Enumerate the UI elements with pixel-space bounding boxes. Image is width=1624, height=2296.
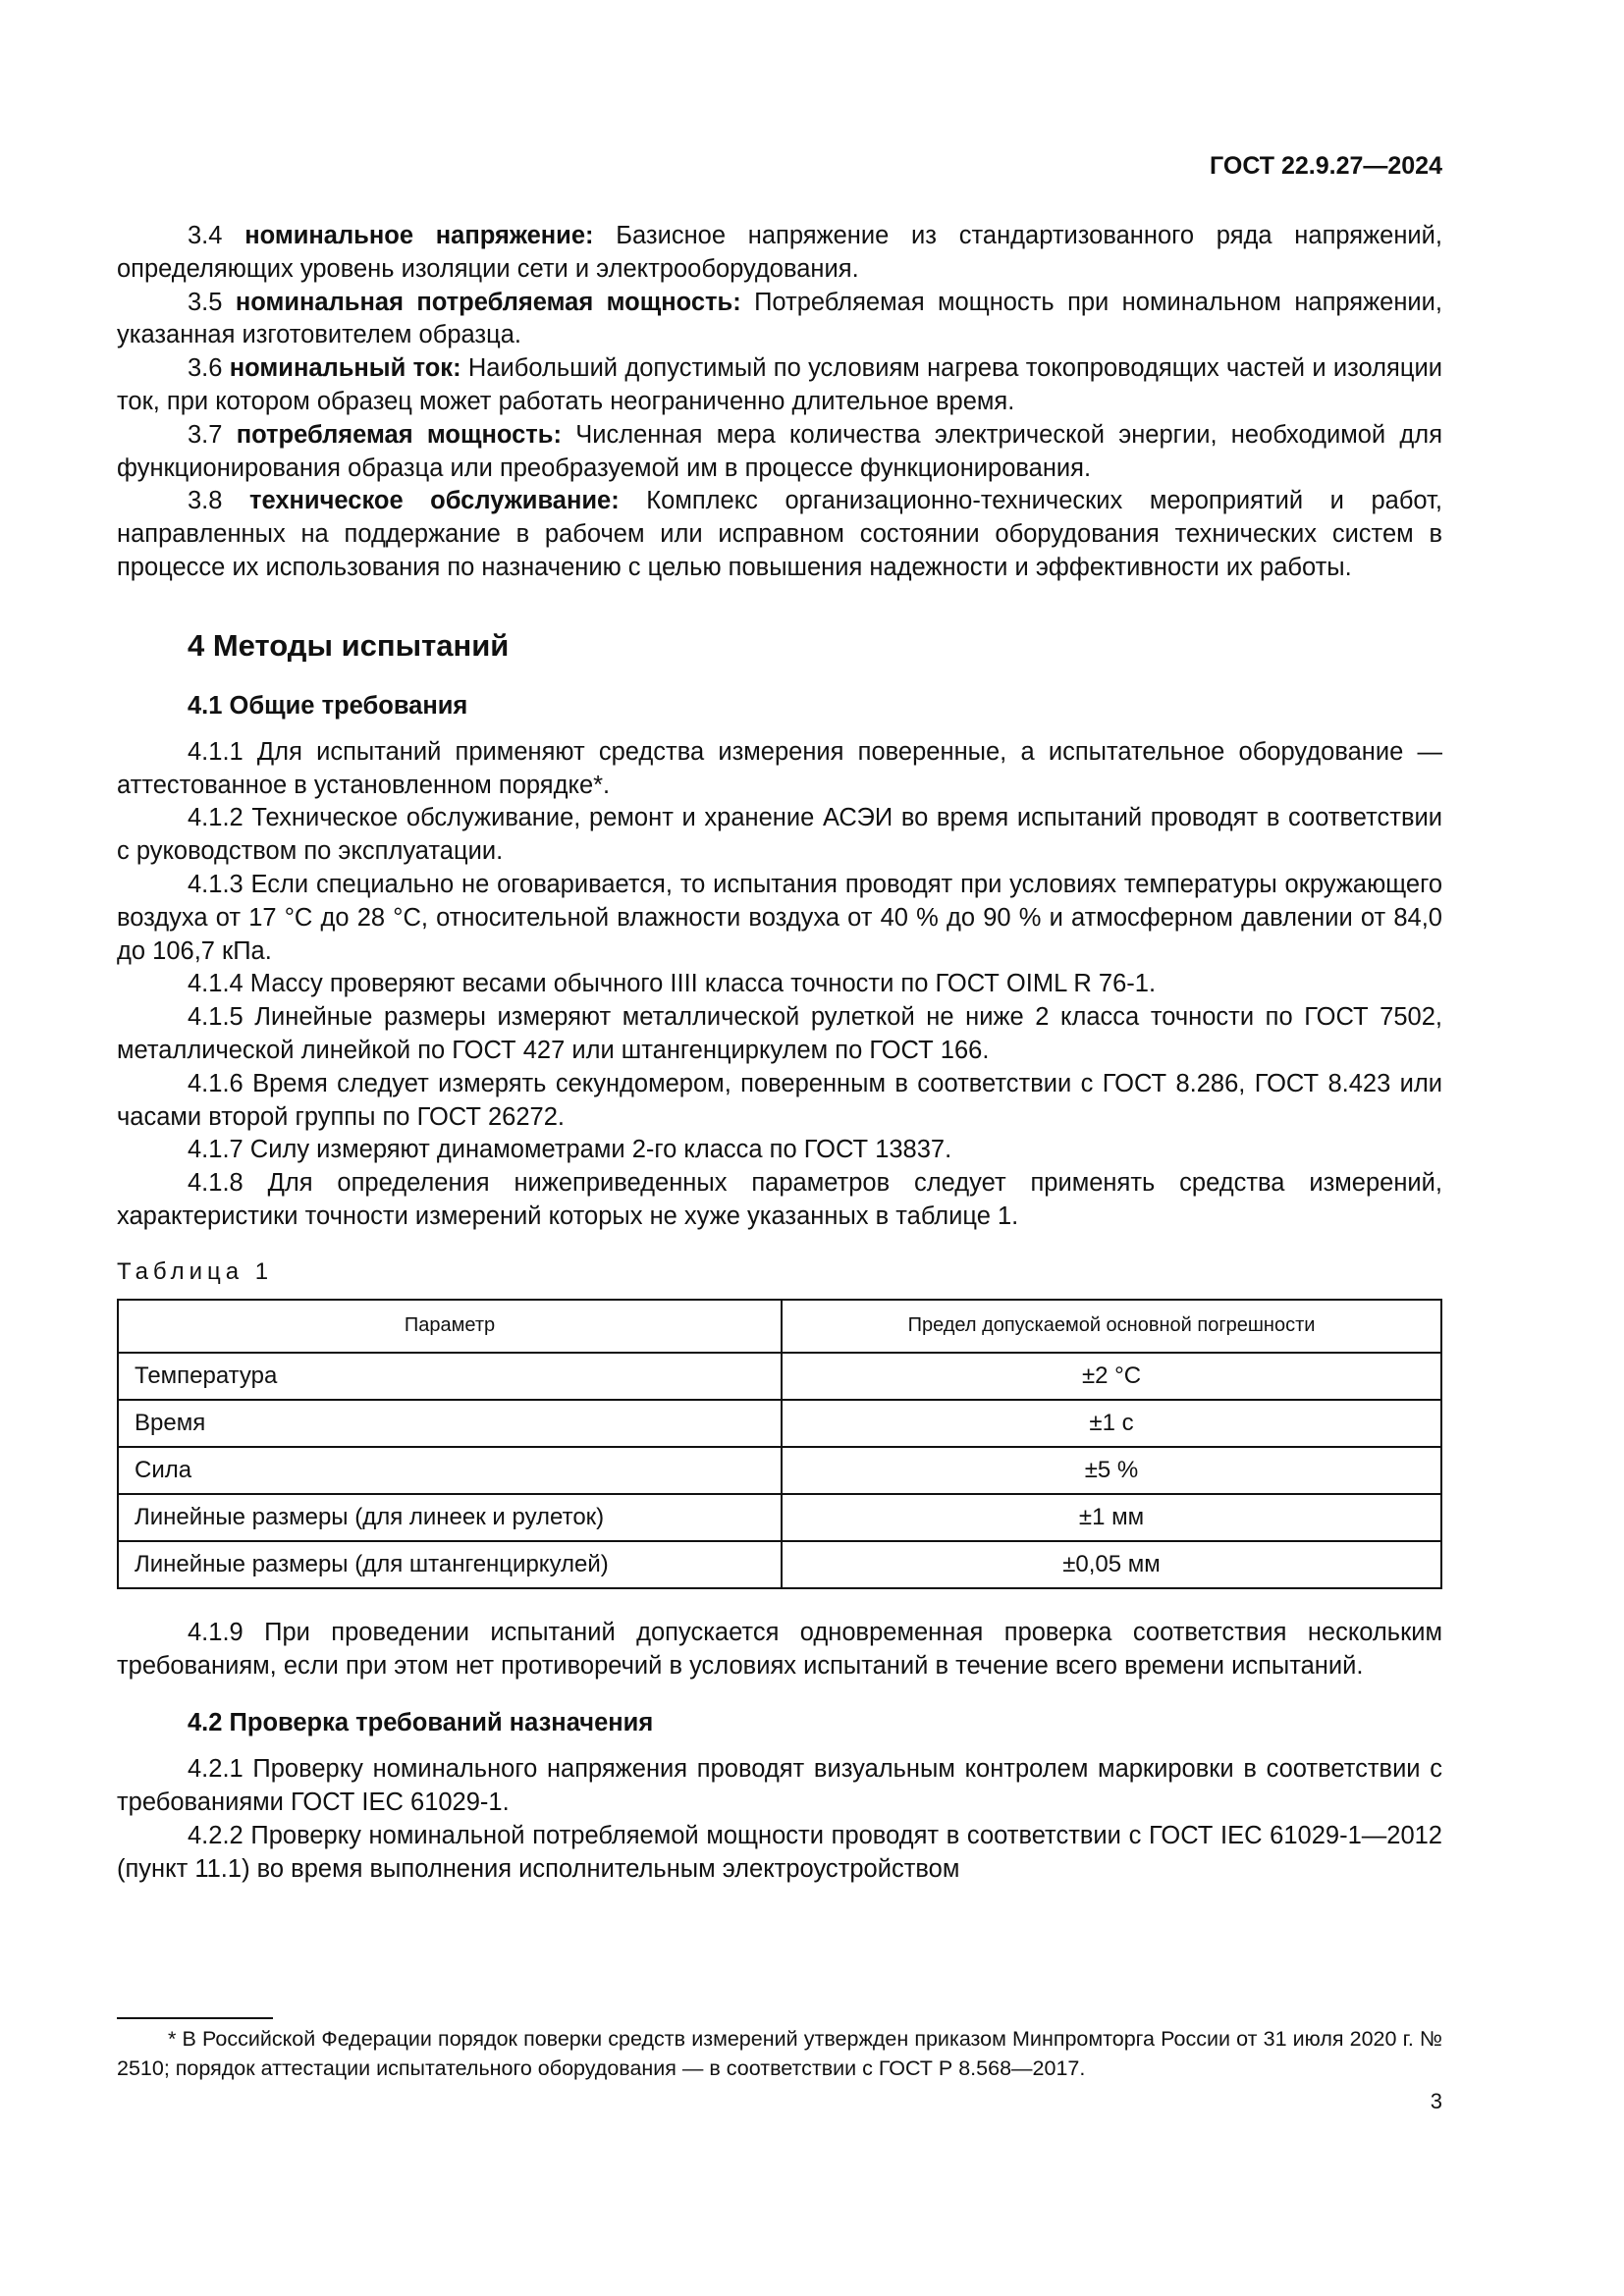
table-cell-tolerance: ±1 мм <box>782 1494 1441 1541</box>
table-row <box>118 1447 1441 1494</box>
page-number: 3 <box>1430 2089 1442 2113</box>
footnote: * В Российской Федерации порядок поверки средств измерений утвержден приказом Минпромторга России от 31 июля 2020 г. № 2510; порядок аттестации испытательного оборудования — в соответствии с ГОСТ Р 8.568—2017. <box>117 2027 1442 2080</box>
table-caption: Таблица 1 <box>117 1257 274 1285</box>
table-row <box>118 1353 1441 1400</box>
section-4-title: 4 Методы испытаний <box>188 627 510 663</box>
definition-3-5: 3.5 номинальная потребляемая мощность: Потребляемая мощность при номинальном напряжении, указанная изготовителем образца. <box>117 288 1442 349</box>
table-cell-tolerance: ±5 % <box>782 1447 1441 1494</box>
table-header-cell: Предел допускаемой основной погрешности <box>782 1300 1441 1353</box>
clause-4-1-5: 4.1.5 Линейные размеры измеряют металлической рулеткой не ниже 2 класса точности по ГОСТ 7502, металлической линейкой по ГОСТ 427 или штангенциркулем по ГОСТ 166. <box>117 1003 1442 1064</box>
table-cell-tolerance: ±0,05 мм <box>782 1541 1441 1588</box>
clause-4-2-2: 4.2.2 Проверку номинальной потребляемой мощности проводят в соответствии с ГОСТ IEC 61029-1—2012 (пункт 11.1) во время выполнения исполнительным электроустройством <box>117 1821 1442 1883</box>
table-row <box>118 1494 1441 1541</box>
clause-4-2-1: 4.2.1 Проверку номинального напряжения проводят визуальным контролем маркировки в соответствии с требованиями ГОСТ IEC 61029-1. <box>117 1755 1442 1817</box>
clause-4-1-4: 4.1.4 Массу проверяют весами обычного IIII класса точности по ГОСТ OIML R 76-1. <box>188 970 1157 998</box>
clause-4-1-1: 4.1.1 Для испытаний применяют средства измерения поверенные, а испытательное оборудование — аттестованное в установленном порядке*. <box>117 737 1442 799</box>
clause-4-1-3: 4.1.3 Если специально не оговаривается, то испытания проводят при условиях температуры окружающего воздуха от 17 °С до 28 °С, относительной влажности воздуха от 40 % до 90 % и атмосферном давлении от 84,0 до 106,7 кПа. <box>117 870 1442 965</box>
definition-3-8: 3.8 техническое обслуживание: Комплекс организационно-технических мероприятий и работ, направленных на поддержание в рабочем или исправном состоянии оборудования технических систем в процессе их использования по назначению с целью повышения надежности и эффективности их работы. <box>117 487 1442 581</box>
definition-3-4: 3.4 номинальное напряжение: Базисное напряжение из стандартизованного ряда напряжений, определяющих уровень изоляции сети и электрооборудования. <box>117 222 1442 283</box>
definition-3-6: 3.6 номинальный ток: Наибольший допустимый по условиям нагрева токопроводящих частей и изоляции ток, при котором образец может работать неограниченно длительное время. <box>117 354 1442 415</box>
document-code-header: ГОСТ 22.9.27—2024 <box>1210 152 1442 180</box>
table-cell-parameter: Сила <box>118 1447 782 1494</box>
table-cell-parameter: Температура <box>118 1353 782 1400</box>
table-row <box>118 1541 1441 1588</box>
clause-4-1-7: 4.1.7 Силу измеряют динамометрами 2-го класса по ГОСТ 13837. <box>188 1136 952 1164</box>
page-content <box>117 220 1442 1887</box>
clause-4-1-9: 4.1.9 При проведении испытаний допускается одновременная проверка соответствия нескольким требованиям, если при этом нет противоречий в условиях испытаний в течение всего времени испытаний. <box>117 1618 1442 1680</box>
table-header-row <box>118 1300 1441 1353</box>
clause-4-1-2: 4.1.2 Техническое обслуживание, ремонт и хранение АСЭИ во время испытаний проводят в соответствии с руководством по эксплуатации. <box>117 804 1442 866</box>
table-cell-parameter: Линейные размеры (для линеек и рулеток) <box>118 1494 782 1541</box>
subsection-4-2-title: 4.2 Проверка требований назначения <box>188 1709 654 1737</box>
footnote-divider <box>117 2017 273 2019</box>
table-cell-parameter: Линейные размеры (для штангенциркулей) <box>118 1541 782 1588</box>
table-header-cell: Параметр <box>118 1300 782 1353</box>
table-cell-tolerance: ±1 с <box>782 1400 1441 1447</box>
subsection-4-1-title: 4.1 Общие требования <box>188 691 468 720</box>
table-cell-parameter: Время <box>118 1400 782 1447</box>
clause-4-1-6: 4.1.6 Время следует измерять секундомером, поверенным в соответствии с ГОСТ 8.286, ГОСТ 8.423 или часами второй группы по ГОСТ 26272. <box>117 1069 1442 1131</box>
table-cell-tolerance: ±2 °С <box>782 1353 1441 1400</box>
table-row <box>118 1400 1441 1447</box>
accuracy-table <box>117 1299 1442 1589</box>
clause-4-1-8: 4.1.8 Для определения нижеприведенных параметров следует применять средства измерений, характеристики точности измерений которых не хуже указанных в таблице 1. <box>117 1169 1442 1230</box>
definition-3-7: 3.7 потребляемая мощность: Численная мера количества электрической энергии, необходимой для функционирования образца или преобразуемой им в процессе функционирования. <box>117 420 1442 482</box>
